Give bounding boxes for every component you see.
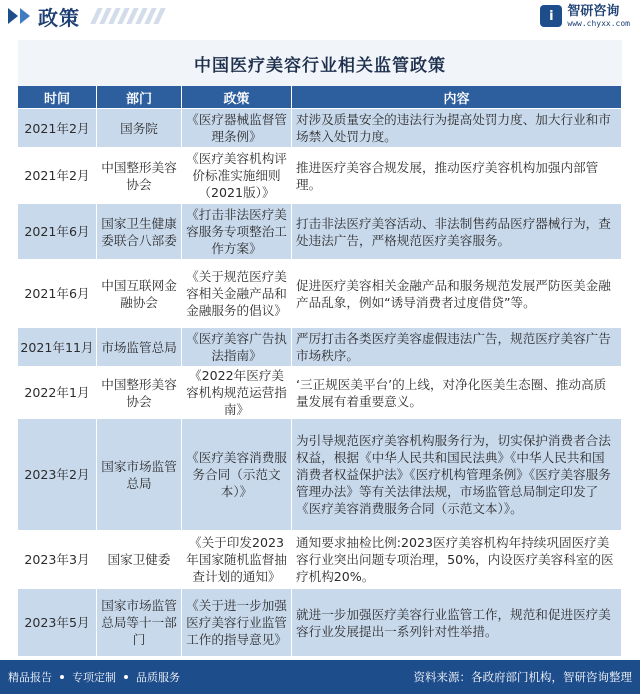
table-header-row <box>18 86 622 108</box>
footer-item: 品质服务 <box>136 671 180 684</box>
section-tag <box>0 0 162 32</box>
source-note: 资料来源：各政府部门机构，智研咨询整理 <box>413 670 632 684</box>
table-row <box>18 259 622 327</box>
cell-department: 中国互联网金融协会 <box>97 259 182 327</box>
table-row <box>18 588 622 656</box>
cell-policy: 《关于印发2023年国家随机监督抽查计划的通知》 <box>182 530 292 588</box>
footer-item: 精品报告 <box>8 671 52 684</box>
brand-logo-block <box>540 5 630 28</box>
cell-department: 国家市场监管总局等十一部门 <box>97 588 182 656</box>
footer-bar <box>0 660 640 694</box>
cell-department: 市场监管总局 <box>97 327 182 366</box>
cell-department: 国家卫健委 <box>97 530 182 588</box>
cell-time: 2021年6月 <box>18 259 97 327</box>
cell-content: 对涉及质量安全的违法行为提高处罚力度、加大行业和市场禁入处罚力度。 <box>292 108 622 147</box>
cell-time: 2021年2月 <box>18 108 97 147</box>
table-row <box>18 418 622 530</box>
column-header-policy: 政策 <box>182 86 292 108</box>
cell-content: 为引导规范医疗美容机构服务行为，切实保护消费者合法权益，根据《中华人民共和国民法典》《中华人民共和国消费者权益保护法》《医疗机构管理条例》《医疗美容服务管理办法》等有关法律法规，市场监管总局制定印发了《医疗美容消费服务合同（示范文本）》。 <box>292 418 622 530</box>
brand-logo-icon: i <box>540 5 562 27</box>
double-arrow-icon <box>0 8 30 24</box>
column-header-time: 时间 <box>18 86 97 108</box>
cell-policy: 《医疗器械监督管理条例》 <box>182 108 292 147</box>
cell-policy: 《打击非法医疗美容服务专项整治工作方案》 <box>182 203 292 259</box>
cell-time: 2022年1月 <box>18 366 97 418</box>
table-row <box>18 147 622 203</box>
decorative-stripes <box>94 8 162 24</box>
cell-department: 中国整形美容协会 <box>97 366 182 418</box>
footer-item: 专项定制 <box>72 671 116 684</box>
cell-department: 国家卫生健康委联合八部委 <box>97 203 182 259</box>
cell-time: 2023年5月 <box>18 588 97 656</box>
table-row <box>18 366 622 418</box>
policy-panel <box>18 40 622 652</box>
bullet-icon <box>124 675 128 679</box>
cell-time: 2021年11月 <box>18 327 97 366</box>
cell-content: 严厉打击各类医疗美容虚假违法广告，规范医疗美容广告市场秩序。 <box>292 327 622 366</box>
column-header-department: 部门 <box>97 86 182 108</box>
table-row <box>18 530 622 588</box>
cell-content: ‘三正规医美平台’的上线，对净化医美生态圈、推动高质量发展有着重要意义。 <box>292 366 622 418</box>
table-row <box>18 203 622 259</box>
cell-time: 2021年6月 <box>18 203 97 259</box>
bullet-icon <box>60 675 64 679</box>
cell-policy: 《关于规范医疗美容相关金融产品和金融服务的倡议》 <box>182 259 292 327</box>
cell-policy: 《2022年医疗美容机构规范运营指南》 <box>182 366 292 418</box>
cell-department: 国务院 <box>97 108 182 147</box>
table-row <box>18 327 622 366</box>
cell-time: 2021年2月 <box>18 147 97 203</box>
cell-department: 国家市场监管总局 <box>97 418 182 530</box>
table-row <box>18 108 622 147</box>
cell-time: 2023年3月 <box>18 530 97 588</box>
cell-policy: 《医疗美容消费服务合同（示范文本）》 <box>182 418 292 530</box>
section-title: 政策 <box>38 5 80 30</box>
brand-name: 智研咨询 <box>567 3 620 19</box>
cell-policy: 《医疗美容广告执法指南》 <box>182 327 292 366</box>
brand-url: www.chyxx.com <box>567 18 630 28</box>
header-bar <box>0 0 640 32</box>
cell-content: 就进一步加强医疗美容行业监管工作，规范和促进医疗美容行业发展提出一系列针对性举措。 <box>292 588 622 656</box>
footer-taglines <box>8 669 180 685</box>
cell-policy: 《医疗美容机构评价标准实施细则（2021版）》 <box>182 147 292 203</box>
policy-table <box>18 86 622 656</box>
cell-content: 打击非法医疗美容活动、非法制售药品医疗器械行为，查处违法广告，严格规范医疗美容服务。 <box>292 203 622 259</box>
cell-content: 推进医疗美容合规发展，推动医疗美容机构加强内部管理。 <box>292 147 622 203</box>
column-header-content: 内容 <box>292 86 622 108</box>
cell-time: 2023年2月 <box>18 418 97 530</box>
table-title: 中国医疗美容行业相关监管政策 <box>194 55 446 76</box>
cell-department: 中国整形美容协会 <box>97 147 182 203</box>
cell-policy: 《关于进一步加强医疗美容行业监管工作的指导意见》 <box>182 588 292 656</box>
cell-content: 促进医疗美容相关金融产品和服务规范发展严防医美金融产品乱象，例如“诱导消费者过度借贷”等。 <box>292 259 622 327</box>
cell-content: 通知要求抽检比例:2023医疗美容机构年持续巩固医疗美容行业突出问题专项治理，50%，内设医疗美容科室的医疗机构20%。 <box>292 530 622 588</box>
